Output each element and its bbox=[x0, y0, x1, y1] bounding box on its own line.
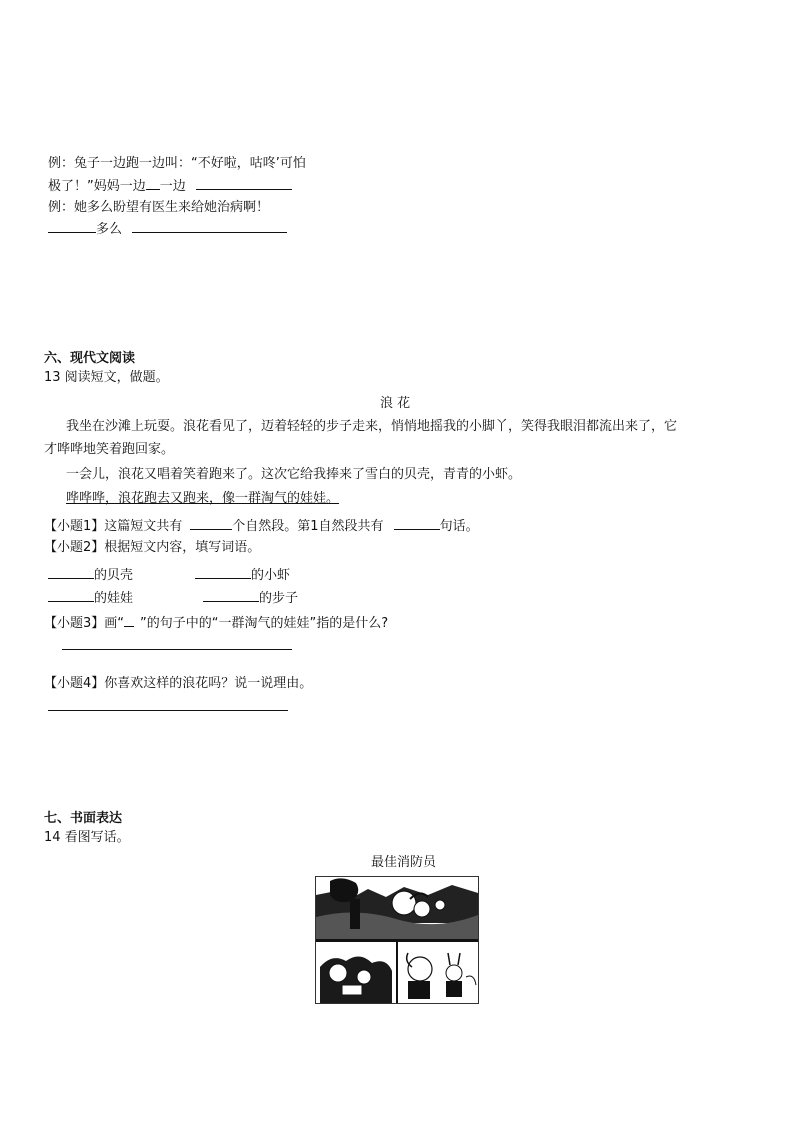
section6-question-intro: 13 阅读短文，做题。 bbox=[44, 370, 169, 385]
example2-blank-2[interactable] bbox=[132, 218, 287, 233]
example2-line1: 例：她多么盼望有医生来给她治病啊！ bbox=[48, 200, 270, 215]
section7-heading: 七、书面表达 bbox=[44, 811, 123, 826]
q2: 【小题2】根据短文内容，填写词语。 bbox=[44, 540, 261, 555]
example1-blank-2[interactable] bbox=[196, 175, 292, 190]
q3 bbox=[44, 612, 388, 632]
example1-line2-prefix: 极了！”妈妈一边 bbox=[48, 179, 146, 194]
comic-picture bbox=[315, 876, 479, 1004]
q2-blank-3[interactable] bbox=[48, 587, 94, 602]
example2-line2 bbox=[48, 218, 287, 238]
passage-title: 浪 花 bbox=[380, 396, 411, 411]
q2-fill-3-label: 的娃娃 bbox=[94, 591, 134, 606]
q1-blank-sentences[interactable] bbox=[394, 515, 440, 530]
example2-blank-1[interactable] bbox=[48, 218, 96, 233]
comic-illustration bbox=[316, 877, 478, 1003]
q2-fill-4-label: 的步子 bbox=[259, 591, 299, 606]
passage-para3-underlined: 哗哗哗，浪花跑去又跑来，像一群淘气的娃娃。 bbox=[66, 491, 340, 506]
q1 bbox=[44, 515, 479, 535]
example1-line2 bbox=[48, 175, 292, 195]
section6-heading: 六、现代文阅读 bbox=[44, 351, 136, 366]
q2-fill-2 bbox=[195, 564, 290, 584]
q2-fill-2-label: 的小虾 bbox=[251, 568, 291, 583]
section7-question-intro: 14 看图写话。 bbox=[44, 830, 130, 845]
passage-para1-line1: 我坐在沙滩上玩耍。浪花看见了，迈着轻轻的步子走来，悄悄地摇我的小脚丫，笑得我眼泪都流出来了，它 bbox=[66, 419, 678, 434]
q2-fill-1-label: 的贝壳 bbox=[94, 568, 134, 583]
q2-blank-2[interactable] bbox=[195, 564, 251, 579]
q4: 【小题4】你喜欢这样的浪花吗？说一说理由。 bbox=[44, 676, 313, 691]
q3-text-a: 【小题3】画“ bbox=[44, 616, 125, 631]
example1-line1: 例：兔子一边跑一边叫：“不好啦，咕咚’可怕 bbox=[48, 156, 306, 171]
q1-text-c: 句话。 bbox=[439, 519, 479, 534]
q1-text-b: 个自然段。第1自然段共有 bbox=[232, 519, 384, 534]
q1-blank-paragraphs[interactable] bbox=[190, 515, 232, 530]
q2-fill-3 bbox=[48, 587, 133, 607]
q2-fill-1 bbox=[48, 564, 133, 584]
passage-para1-line2: 才哗哗地笑着跑回家。 bbox=[44, 442, 175, 457]
example1-blank-1[interactable] bbox=[146, 175, 160, 190]
q1-text-a: 【小题1】这篇短文共有 bbox=[44, 519, 183, 534]
example2-word: 多么 bbox=[96, 222, 123, 237]
q3-text-b: ”的句子中的“一群淘气的娃娃”指的是什么? bbox=[140, 616, 389, 631]
example1-line2-middle: 一边 bbox=[159, 179, 186, 194]
q3-underline-sample bbox=[124, 612, 134, 627]
picture-title: 最佳消防员 bbox=[371, 855, 437, 870]
q4-answer-line[interactable] bbox=[48, 710, 288, 711]
q3-answer-line[interactable] bbox=[62, 649, 292, 650]
q2-fill-4 bbox=[203, 587, 298, 607]
passage-para2: 一会儿，浪花又唱着笑着跑来了。这次它给我捧来了雪白的贝壳，青青的小虾。 bbox=[66, 467, 522, 482]
q2-blank-1[interactable] bbox=[48, 564, 94, 579]
q2-blank-4[interactable] bbox=[203, 587, 259, 602]
